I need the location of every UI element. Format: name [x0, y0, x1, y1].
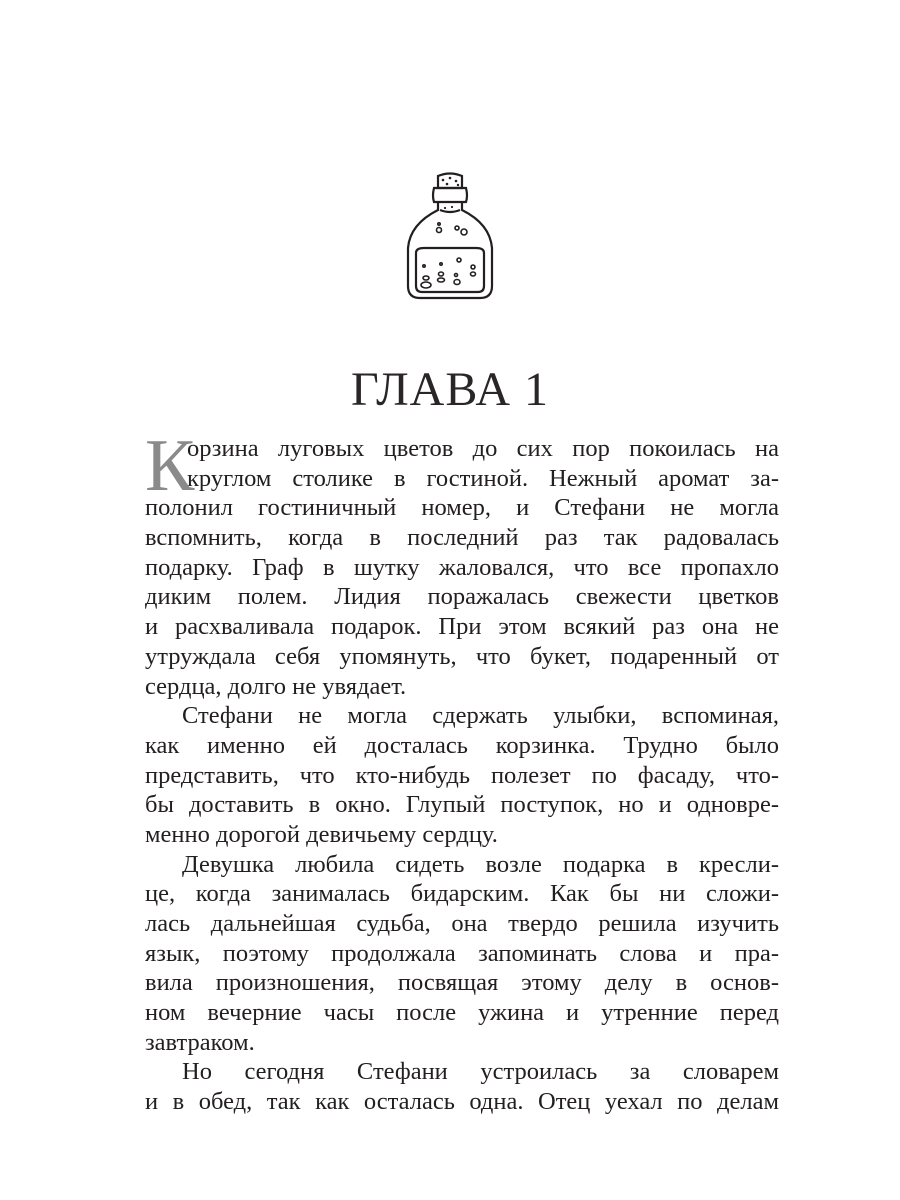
chapter-body — [145, 425, 779, 1117]
text-line: Но сегодня Стефани устроилась за словарем — [182, 1058, 779, 1086]
text-line: подарку. Граф в шутку жаловался, что все пропахло — [145, 553, 779, 581]
text-line: полонил гостиничный номер, и Стефани не могла — [145, 494, 779, 522]
potion-bottle-icon — [400, 168, 500, 302]
text-line: язык, поэтому продолжала запоминать слова и пра- — [145, 939, 779, 967]
text-line: завтраком. — [145, 1028, 255, 1056]
text-line: как именно ей досталась корзинка. Трудно было — [145, 731, 779, 759]
text-line: це, когда занималась бидарским. Как бы ни сложи- — [145, 880, 779, 908]
text-line: лась дальнейшая судьба, она твердо решила изучить — [145, 910, 779, 937]
text-line: орзина луговых цветов до сих пор покоилась на — [187, 435, 779, 462]
text-line: менно дорогой девичьему сердцу. — [145, 820, 498, 848]
text-line: бы доставить в окно. Глупый поступок, но и одновре- — [145, 791, 779, 819]
text-line: сердца, долго не увядает. — [145, 672, 407, 700]
chapter-title: ГЛАВА 1 — [350, 363, 549, 417]
text-line: Стефани не могла сдержать улыбки, вспоминая, — [182, 702, 779, 730]
text-line: ном вечерние часы после ужина и утренние перед — [145, 999, 779, 1027]
text-line: круглом столике в гостиной. Нежный аромат за- — [187, 464, 779, 492]
text-line: и в обед, так как осталась одна. Отец уехал по делам — [145, 1088, 779, 1116]
drop-cap: К — [145, 425, 195, 507]
text-line: и расхваливала подарок. При этом всякий раз она не — [145, 613, 779, 641]
text-line: Девушка любила сидеть возле подарка в кресли- — [182, 850, 779, 878]
text-line: представить, что кто-нибудь полезет по фасаду, что- — [145, 761, 779, 789]
text-line: вспомнить, когда в последний раз так радовалась — [145, 524, 779, 552]
text-line: диким полем. Лидия поражалась свежести цветков — [145, 583, 779, 611]
text-line: утруждала себя упомянуть, что букет, подаренный от — [145, 642, 779, 670]
text-line: вила произношения, посвящая этому делу в основ- — [145, 969, 779, 997]
